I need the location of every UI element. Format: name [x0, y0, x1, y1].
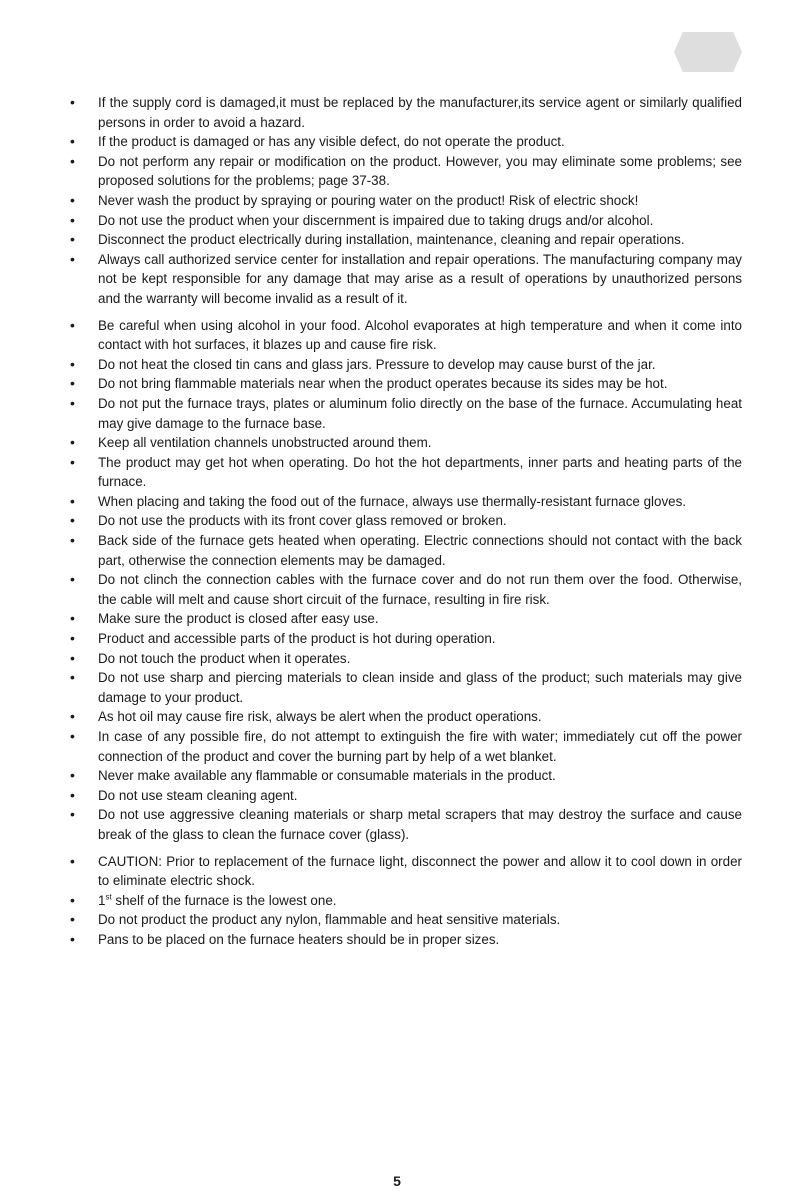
- item-text: CAUTION: Prior to replacement of the furnace light, disconnect the power and allow it to cool down in order to eliminate electric shock.: [98, 853, 742, 889]
- list-item: [70, 852, 742, 891]
- bullet-icon: •: [70, 571, 75, 588]
- item-text: Do not use the products with its front cover glass removed or broken.: [98, 513, 507, 529]
- list-item: [70, 492, 742, 512]
- item-text: Do not product the product any nylon, flammable and heat sensitive materials.: [98, 912, 561, 928]
- list-item: [70, 132, 742, 152]
- list-item: [70, 355, 742, 375]
- bullet-icon: •: [70, 316, 75, 333]
- bullet-icon: •: [70, 891, 75, 908]
- bullet-icon: •: [70, 669, 75, 686]
- item-text: Make sure the product is closed after easy use.: [98, 611, 379, 627]
- page-tab-marker: [674, 32, 742, 72]
- item-text: If the product is damaged or has any visible defect, do not operate the product.: [98, 134, 565, 150]
- list-item: [70, 191, 742, 211]
- bullet-icon: •: [70, 852, 75, 869]
- item-text: Do not touch the product when it operates.: [98, 650, 351, 666]
- bullet-icon: •: [70, 708, 75, 725]
- item-text: Do not put the furnace trays, plates or aluminum folio directly on the base of the furnace. Accumulating heat may give damage to the furnace base.: [98, 395, 742, 431]
- list-item: [70, 707, 742, 727]
- list-item: [70, 805, 742, 844]
- bullet-icon: •: [70, 133, 75, 150]
- item-text: Do not heat the closed tin cans and glass jars. Pressure to develop may cause burst of the jar.: [98, 356, 656, 372]
- safety-instructions-list: [70, 93, 742, 950]
- item-text: Do not use aggressive cleaning materials or sharp metal scrapers that may destroy the surface and cause break of the glass to clean the furnace cover (glass).: [98, 807, 742, 842]
- list-item: [70, 453, 742, 492]
- item-text: The product may get hot when operating. Do hot the hot departments, inner parts and heating parts of the furnace.: [98, 454, 742, 490]
- list-item: [70, 316, 742, 355]
- list-item: [70, 374, 742, 394]
- bullet-icon: •: [70, 728, 75, 744]
- bullet-icon: •: [70, 453, 75, 470]
- list-item: [70, 433, 742, 453]
- list-item: [70, 668, 742, 707]
- item-text: Do not use the product when your discernment is impaired due to taking drugs and/or alcohol.: [98, 212, 654, 228]
- item-text: Never make available any flammable or consumable materials in the product.: [98, 768, 556, 784]
- list-item: [70, 570, 742, 609]
- list-item: [70, 609, 742, 629]
- bullet-icon: •: [70, 610, 75, 627]
- bullet-icon: •: [70, 375, 75, 392]
- item-text: Back side of the furnace gets heated when operating. Electric connections should not contact with the back part, otherwise the connection elements may be damaged.: [98, 533, 742, 568]
- bullet-icon: •: [70, 532, 75, 549]
- list-item: [70, 891, 742, 911]
- list-item: [70, 250, 742, 309]
- list-item: [70, 230, 742, 250]
- item-text: As hot oil may cause fire risk, always be alert when the product operations.: [98, 709, 542, 725]
- list-item: [70, 786, 742, 806]
- item-text: Never wash the product by spraying or pouring water on the product! Risk of electric shock!: [98, 192, 639, 208]
- list-item: [70, 629, 742, 649]
- list-item: [70, 649, 742, 669]
- item-text: Do not use steam cleaning agent.: [98, 787, 298, 803]
- list-item: [70, 531, 742, 570]
- bullet-icon: •: [70, 806, 75, 823]
- bullet-icon: •: [70, 355, 75, 372]
- shelf-ordinal-suffix: st: [105, 892, 112, 902]
- item-text: Be careful when using alcohol in your food. Alcohol evaporates at high temperature and when it come into contact with hot surfaces, it blazes up and cause fire risk.: [98, 317, 742, 353]
- shelf-number: 1: [98, 892, 106, 908]
- bullet-icon: •: [70, 512, 75, 529]
- item-text: Do not clinch the connection cables with the furnace cover and do not run them over the food. Otherwise, the cable will melt and cause short circuit of the furnace, resulting in fire risk.: [98, 572, 742, 607]
- bullet-icon: •: [70, 911, 75, 928]
- list-item: [70, 93, 742, 132]
- list-item: [70, 727, 742, 766]
- list-item: [70, 211, 742, 231]
- item-text: In case of any possible fire, do not attempt to extinguish the fire with water; immediately cut off the power connection of the product and cover the burning part by help of a wet blanket.: [98, 729, 742, 764]
- bullet-icon: •: [70, 211, 75, 228]
- item-text: When placing and taking the food out of the furnace, always use thermally-resistant furnace gloves.: [98, 493, 687, 509]
- list-item: [70, 394, 742, 433]
- item-text: Always call authorized service center for installation and repair operations. The manufacturing company may not be kept responsible for any damage that may arise as a result of operations by unauthorized persons and the warranty will become invalid as a result of it.: [98, 251, 742, 306]
- bullet-icon: •: [70, 94, 75, 110]
- bullet-icon: •: [70, 630, 75, 647]
- list-item: [70, 152, 742, 191]
- bullet-icon: •: [70, 250, 75, 267]
- list-item: [70, 511, 742, 531]
- bullet-icon: •: [70, 767, 75, 784]
- item-text: If the supply cord is damaged,it must be replaced by the manufacturer,its service agent or similarly qualified persons in order to avoid a hazard.: [98, 95, 742, 130]
- item-text: Keep all ventilation channels unobstructed around them.: [98, 435, 432, 451]
- bullet-icon: •: [70, 231, 75, 248]
- bullet-icon: •: [70, 152, 75, 169]
- page-number: 5: [393, 1173, 401, 1189]
- bullet-icon: •: [70, 492, 75, 509]
- item-text: shelf of the furnace is the lowest one.: [111, 892, 337, 908]
- list-item: [70, 766, 742, 786]
- bullet-icon: •: [70, 394, 75, 411]
- item-text: Do not bring flammable materials near when the product operates because its sides may be hot.: [98, 376, 668, 392]
- item-text: Pans to be placed on the furnace heaters should be in proper sizes.: [98, 931, 500, 947]
- item-text: Do not use sharp and piercing materials to clean inside and glass of the product; such materials may give damage to your product.: [98, 670, 742, 705]
- bullet-icon: •: [70, 434, 75, 451]
- item-text: Disconnect the product electrically during installation, maintenance, cleaning and repair operations.: [98, 232, 685, 248]
- list-item: [70, 930, 742, 950]
- item-text: Product and accessible parts of the product is hot during operation.: [98, 631, 496, 647]
- bullet-icon: •: [70, 930, 75, 947]
- item-text: Do not perform any repair or modification on the product. However, you may eliminate some problems; see proposed solutions for the problems; page 37-38.: [98, 153, 742, 189]
- list-item: [70, 910, 742, 930]
- bullet-icon: •: [70, 786, 75, 803]
- bullet-icon: •: [70, 649, 75, 666]
- bullet-icon: •: [70, 191, 75, 208]
